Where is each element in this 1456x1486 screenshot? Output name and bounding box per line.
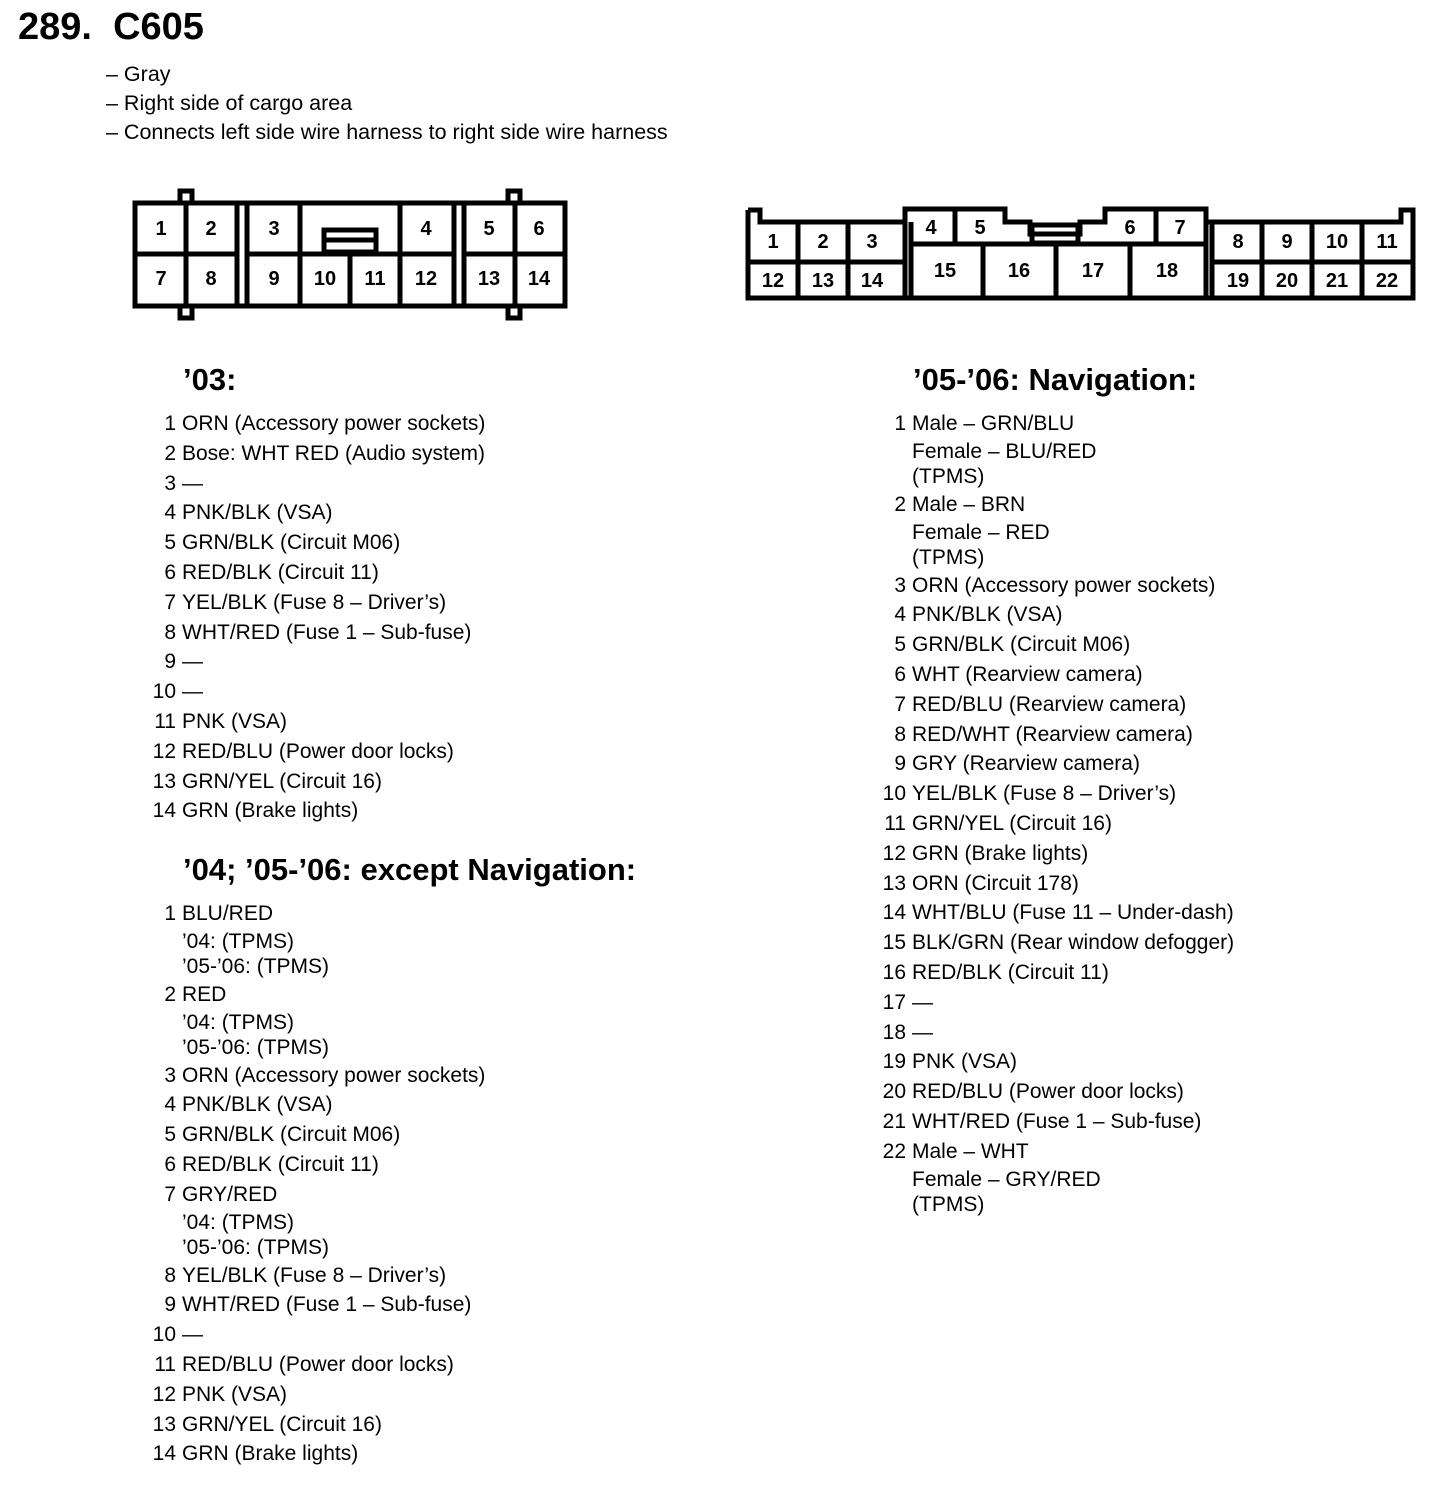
pin-number: 3	[894, 573, 906, 597]
pin-row	[148, 1350, 485, 1380]
pin-number: 11	[884, 811, 906, 835]
pin-number: 1	[164, 902, 176, 925]
connector-a-pin-7: 7	[155, 268, 167, 290]
pin-row	[148, 737, 485, 767]
pin-description	[912, 749, 1234, 779]
connector-a-pin-5: 5	[483, 218, 495, 240]
pin-row	[878, 409, 1234, 490]
connector-a-pin-13: 13	[477, 268, 501, 290]
pin-wire-text: ORN (Accessory power sockets)	[182, 1063, 486, 1087]
pin-description	[912, 720, 1234, 750]
pin-wire-text: RED/BLU (Power door locks)	[912, 1080, 1184, 1104]
pin-row	[878, 898, 1234, 928]
pin-description	[912, 1018, 1234, 1048]
pin-wire-text: GRN/BLK (Circuit M06)	[182, 531, 401, 555]
pinout-list-04-05-06-except-navigation	[148, 899, 485, 1469]
pin-number: 18	[882, 1020, 906, 1044]
pin-description	[182, 1061, 485, 1091]
pin-row	[148, 1290, 485, 1320]
connector-a-pin-14: 14	[527, 268, 551, 290]
pin-number: 1	[164, 412, 176, 435]
pin-description	[912, 839, 1234, 869]
pin-row	[148, 1380, 485, 1410]
pin-number: 8	[894, 722, 906, 746]
pin-number: 2	[164, 441, 176, 465]
pin-row	[878, 1047, 1234, 1077]
description-color: – Gray	[106, 62, 171, 86]
connector-face-14-pin	[126, 182, 576, 328]
pin-wire-text: ORN (Circuit 178)	[912, 871, 1079, 895]
pin-wire-text: WHT/RED (Fuse 1 – Sub-fuse)	[182, 620, 472, 644]
connector-a-pin-12: 12	[414, 268, 438, 290]
pin-wire-text: RED/BLK (Circuit 11)	[182, 1152, 379, 1176]
pin-number: 12	[152, 1382, 176, 1406]
connector-b-pin-1: 1	[767, 231, 779, 253]
pin-description	[182, 469, 485, 499]
pin-number: 9	[894, 752, 906, 776]
pin-description	[182, 528, 485, 558]
pin-row	[878, 630, 1234, 660]
pin-description	[912, 630, 1234, 660]
pin-wire-text: GRN/YEL (Circuit 16)	[912, 811, 1112, 835]
pin-description	[182, 1090, 485, 1120]
pin-description	[912, 958, 1234, 988]
connector-title: 289. C605	[18, 6, 204, 48]
connector-b-pin-22: 22	[1375, 270, 1399, 292]
pin-wire-text: GRY (Rearview camera)	[912, 752, 1140, 776]
pin-number: 10	[882, 782, 906, 806]
pin-number: 14	[882, 901, 906, 925]
pin-description	[182, 1261, 485, 1291]
pin-wire-text: GRN (Brake lights)	[912, 841, 1089, 865]
pin-row	[878, 988, 1234, 1018]
pin-row	[878, 958, 1234, 988]
pin-description	[182, 737, 485, 767]
pin-wire-text: GRN (Brake lights)	[182, 799, 359, 823]
pin-note-text: ’04: (TPMS)	[182, 929, 295, 953]
pin-row	[148, 498, 485, 528]
connector-a-pin-9: 9	[268, 268, 280, 290]
connector-description	[106, 60, 668, 147]
pin-number: 15	[882, 931, 906, 955]
pin-description	[182, 1150, 485, 1180]
pin-description	[182, 618, 485, 648]
pin-wire-text: —	[912, 990, 933, 1014]
pin-row	[878, 809, 1234, 839]
pin-wire-text: Bose: WHT RED (Audio system)	[182, 441, 486, 465]
pin-wire-text: PNK/BLK (VSA)	[182, 501, 333, 525]
pin-note-text: (TPMS)	[912, 1193, 985, 1217]
pinout-list-03	[148, 409, 485, 826]
pin-note-text: Female – BLU/RED	[912, 439, 1097, 463]
pin-note-text: Female – RED	[912, 520, 1050, 544]
pin-description	[182, 767, 485, 797]
pin-wire-text: WHT/BLU (Fuse 11 – Under-dash)	[912, 901, 1234, 925]
connector-a-pin-10: 10	[313, 268, 337, 290]
pin-row	[878, 869, 1234, 899]
pin-description	[912, 490, 1234, 571]
pin-row	[148, 1261, 485, 1291]
pin-row	[148, 409, 485, 439]
pin-number: 8	[164, 1263, 176, 1287]
pin-wire-text: GRN/YEL (Circuit 16)	[182, 769, 382, 793]
connector-b-pin-10: 10	[1325, 231, 1349, 253]
pin-row	[878, 839, 1234, 869]
pin-number: 2	[894, 492, 906, 516]
pin-wire-text: YEL/BLK (Fuse 8 – Driver’s)	[182, 590, 447, 614]
connector-b-pin-13: 13	[811, 270, 835, 292]
pin-description	[182, 1320, 485, 1350]
pin-wire-text: PNK (VSA)	[912, 1050, 1018, 1074]
pin-note-text: Female – GRY/RED	[912, 1167, 1101, 1191]
pin-row	[148, 767, 485, 797]
heading-05-06-navigation: ’05-’06: Navigation:	[913, 362, 1198, 397]
pin-note-text: ’05-’06: (TPMS)	[182, 1236, 330, 1260]
pin-wire-text: ORN (Accessory power sockets)	[912, 573, 1216, 597]
pin-number: 5	[164, 531, 176, 555]
pin-wire-text: YEL/BLK (Fuse 8 – Driver’s)	[182, 1263, 447, 1287]
pin-number: 2	[164, 982, 176, 1006]
pin-note-text: ’04: (TPMS)	[182, 1010, 295, 1034]
pin-row	[148, 1150, 485, 1180]
pin-wire-text: RED/BLU (Rearview camera)	[912, 692, 1187, 716]
pin-wire-text: PNK (VSA)	[182, 709, 288, 733]
pin-description	[182, 1439, 485, 1469]
pin-number: 8	[164, 620, 176, 644]
pin-number: 6	[164, 1152, 176, 1176]
pin-description	[912, 600, 1234, 630]
pin-number: 13	[152, 769, 176, 793]
pin-description	[182, 1290, 485, 1320]
pin-number: 5	[894, 633, 906, 657]
pin-row	[148, 1410, 485, 1440]
pin-number: 9	[164, 1293, 176, 1317]
pin-number: 4	[164, 501, 176, 525]
pin-description	[912, 1107, 1234, 1137]
pin-note-text: ’05-’06: (TPMS)	[182, 955, 330, 979]
pin-note-text: (TPMS)	[912, 546, 985, 570]
pin-wire-text: PNK (VSA)	[182, 1382, 288, 1406]
connector-b-pin-4: 4	[925, 217, 937, 239]
connector-face-22-pin	[740, 200, 1422, 306]
pin-row	[878, 660, 1234, 690]
pin-wire-text: PNK/BLK (VSA)	[912, 603, 1063, 627]
pin-number: 3	[164, 1063, 176, 1087]
description-function: – Connects left side wire harness to right side wire harness	[106, 120, 668, 144]
pin-row	[148, 1439, 485, 1469]
pin-description	[912, 988, 1234, 1018]
pinout-list-05-06-navigation	[878, 409, 1234, 1218]
pin-number: 17	[882, 990, 906, 1014]
connector-b-pin-15: 15	[933, 260, 957, 282]
pin-description	[182, 677, 485, 707]
pin-number: 10	[152, 680, 176, 704]
pin-row	[878, 1077, 1234, 1107]
connector-b-pin-6: 6	[1124, 217, 1136, 239]
pin-row	[148, 899, 485, 980]
pin-description	[912, 409, 1234, 490]
pin-description	[912, 779, 1234, 809]
connector-b-pin-18: 18	[1155, 260, 1179, 282]
pin-wire-text: RED/BLU (Power door locks)	[182, 1352, 454, 1376]
pin-number: 10	[152, 1323, 176, 1347]
pin-wire-text: GRN/YEL (Circuit 16)	[182, 1412, 382, 1436]
pin-description	[912, 660, 1234, 690]
pin-description	[182, 980, 485, 1061]
pin-number: 11	[154, 709, 176, 733]
pin-row	[148, 528, 485, 558]
pin-number: 5	[164, 1123, 176, 1147]
pin-wire-text: PNK/BLK (VSA)	[182, 1093, 333, 1117]
pin-wire-text: BLK/GRN (Rear window defogger)	[912, 931, 1235, 955]
pin-number: 12	[152, 739, 176, 763]
pin-number: 14	[152, 799, 176, 823]
connector-a-pin-2: 2	[205, 218, 217, 240]
connector-b-pin-19: 19	[1226, 270, 1250, 292]
connector-b-pin-21: 21	[1325, 270, 1349, 292]
pin-row	[878, 928, 1234, 958]
pin-row	[148, 1061, 485, 1091]
pin-row	[148, 647, 485, 677]
connector-b-pin-17: 17	[1081, 260, 1105, 282]
pin-note-text: (TPMS)	[912, 465, 985, 489]
pin-description	[182, 498, 485, 528]
pin-number: 11	[154, 1352, 176, 1376]
pin-number: 13	[882, 871, 906, 895]
connector-b-pin-9: 9	[1281, 231, 1293, 253]
connector-a-pin-4: 4	[420, 218, 432, 240]
pin-wire-text: WHT/RED (Fuse 1 – Sub-fuse)	[182, 1293, 472, 1317]
pin-description	[182, 647, 485, 677]
connector-b-pin-11: 11	[1376, 231, 1398, 253]
pin-description	[912, 809, 1234, 839]
connector-a-pin-1: 1	[155, 218, 167, 240]
pin-row	[878, 720, 1234, 750]
pin-description	[182, 796, 485, 826]
pin-row	[878, 749, 1234, 779]
pin-description	[182, 1410, 485, 1440]
connector-b-pin-16: 16	[1007, 260, 1031, 282]
pin-wire-text: RED/BLK (Circuit 11)	[912, 960, 1109, 984]
pin-description	[182, 409, 485, 439]
pin-wire-text: GRN (Brake lights)	[182, 1442, 359, 1466]
heading-04-05-06-except-navigation: ’04; ’05-’06: except Navigation:	[183, 852, 637, 887]
connector-b-pin-3: 3	[866, 231, 878, 253]
pin-row	[148, 1320, 485, 1350]
pin-description	[182, 1380, 485, 1410]
pin-wire-text: WHT/RED (Fuse 1 – Sub-fuse)	[912, 1109, 1202, 1133]
pin-description	[912, 571, 1234, 601]
pin-row	[148, 980, 485, 1061]
pin-wire-text: RED	[182, 982, 227, 1006]
pin-description	[182, 439, 485, 469]
pin-description	[912, 869, 1234, 899]
connector-a-pin-6: 6	[533, 218, 545, 240]
pin-row	[148, 588, 485, 618]
pin-description	[912, 1077, 1234, 1107]
pin-wire-text: BLU/RED	[182, 902, 274, 925]
pin-description	[182, 1180, 485, 1261]
connector-b-pin-14: 14	[860, 270, 884, 292]
pin-number: 21	[882, 1109, 906, 1133]
pin-number: 4	[894, 603, 906, 627]
pin-row	[148, 439, 485, 469]
pin-description	[912, 690, 1234, 720]
pin-number: 7	[894, 692, 906, 716]
pin-number: 7	[164, 590, 176, 614]
connector-a-pin-8: 8	[205, 268, 217, 290]
pin-row	[878, 571, 1234, 601]
connector-b-pin-2: 2	[817, 231, 829, 253]
heading-03: ’03:	[183, 362, 237, 397]
pin-row	[148, 707, 485, 737]
pin-description	[912, 928, 1234, 958]
pin-description	[912, 898, 1234, 928]
pin-number: 14	[152, 1442, 176, 1466]
connector-b-pin-7: 7	[1174, 217, 1186, 239]
pin-row	[878, 690, 1234, 720]
pin-wire-text: YEL/BLK (Fuse 8 – Driver’s)	[912, 782, 1177, 806]
pin-description	[182, 588, 485, 618]
pin-wire-text: RED/WHT (Rearview camera)	[912, 722, 1193, 746]
pin-number: 7	[164, 1182, 176, 1206]
pin-wire-text: WHT (Rearview camera)	[912, 662, 1143, 686]
pin-number: 9	[164, 650, 176, 674]
pin-row	[878, 1137, 1234, 1218]
pin-row	[148, 1090, 485, 1120]
pin-wire-text: RED/BLK (Circuit 11)	[182, 560, 379, 584]
pin-description	[182, 899, 485, 980]
pin-row	[878, 1018, 1234, 1048]
pin-wire-text: —	[182, 680, 203, 704]
pin-number: 19	[882, 1050, 906, 1074]
pin-description	[182, 1350, 485, 1380]
pin-description	[182, 1120, 485, 1150]
pin-row	[148, 1180, 485, 1261]
pin-wire-text: GRN/BLK (Circuit M06)	[182, 1123, 401, 1147]
pin-number: 3	[164, 471, 176, 495]
pin-row	[148, 469, 485, 499]
description-location: – Right side of cargo area	[106, 91, 353, 115]
pin-note-text: ’04: (TPMS)	[182, 1210, 295, 1234]
pin-row	[148, 1120, 485, 1150]
pin-wire-text: GRY/RED	[182, 1182, 278, 1206]
pin-row	[878, 779, 1234, 809]
pin-wire-text: GRN/BLK (Circuit M06)	[912, 633, 1131, 657]
pin-number: 13	[152, 1412, 176, 1436]
pin-wire-text: Male – BRN	[912, 492, 1026, 516]
pin-wire-text: RED/BLU (Power door locks)	[182, 739, 454, 763]
connector-a-pin-11: 11	[364, 268, 386, 290]
connector-a-pin-3: 3	[268, 218, 280, 240]
connector-b-pin-8: 8	[1232, 231, 1244, 253]
pin-number: 22	[882, 1139, 906, 1163]
pin-row	[878, 490, 1234, 571]
connector-b-pin-20: 20	[1275, 270, 1299, 292]
pin-row	[148, 618, 485, 648]
pin-number: 12	[882, 841, 906, 865]
pin-note-text: ’05-’06: (TPMS)	[182, 1036, 330, 1060]
pin-wire-text: —	[912, 1020, 933, 1044]
pin-wire-text: Male – GRN/BLU	[912, 412, 1075, 435]
pin-number: 20	[882, 1080, 906, 1104]
pin-number: 6	[894, 662, 906, 686]
pin-number: 1	[894, 412, 906, 435]
connector-b-pin-12: 12	[761, 270, 785, 292]
pin-number: 6	[164, 560, 176, 584]
pin-row	[148, 558, 485, 588]
pin-description	[182, 707, 485, 737]
pin-row	[878, 1107, 1234, 1137]
pin-wire-text: Male – WHT	[912, 1139, 1029, 1163]
pin-wire-text: —	[182, 1323, 203, 1347]
pin-number: 16	[882, 960, 906, 984]
pin-row	[148, 677, 485, 707]
pin-number: 4	[164, 1093, 176, 1117]
pin-row	[878, 600, 1234, 630]
pin-description	[912, 1137, 1234, 1218]
pin-row	[148, 796, 485, 826]
pin-wire-text: —	[182, 471, 203, 495]
pin-wire-text: ORN (Accessory power sockets)	[182, 412, 486, 435]
connector-b-pin-5: 5	[974, 217, 986, 239]
pin-description	[182, 558, 485, 588]
pin-description	[912, 1047, 1234, 1077]
pin-wire-text: —	[182, 650, 203, 674]
